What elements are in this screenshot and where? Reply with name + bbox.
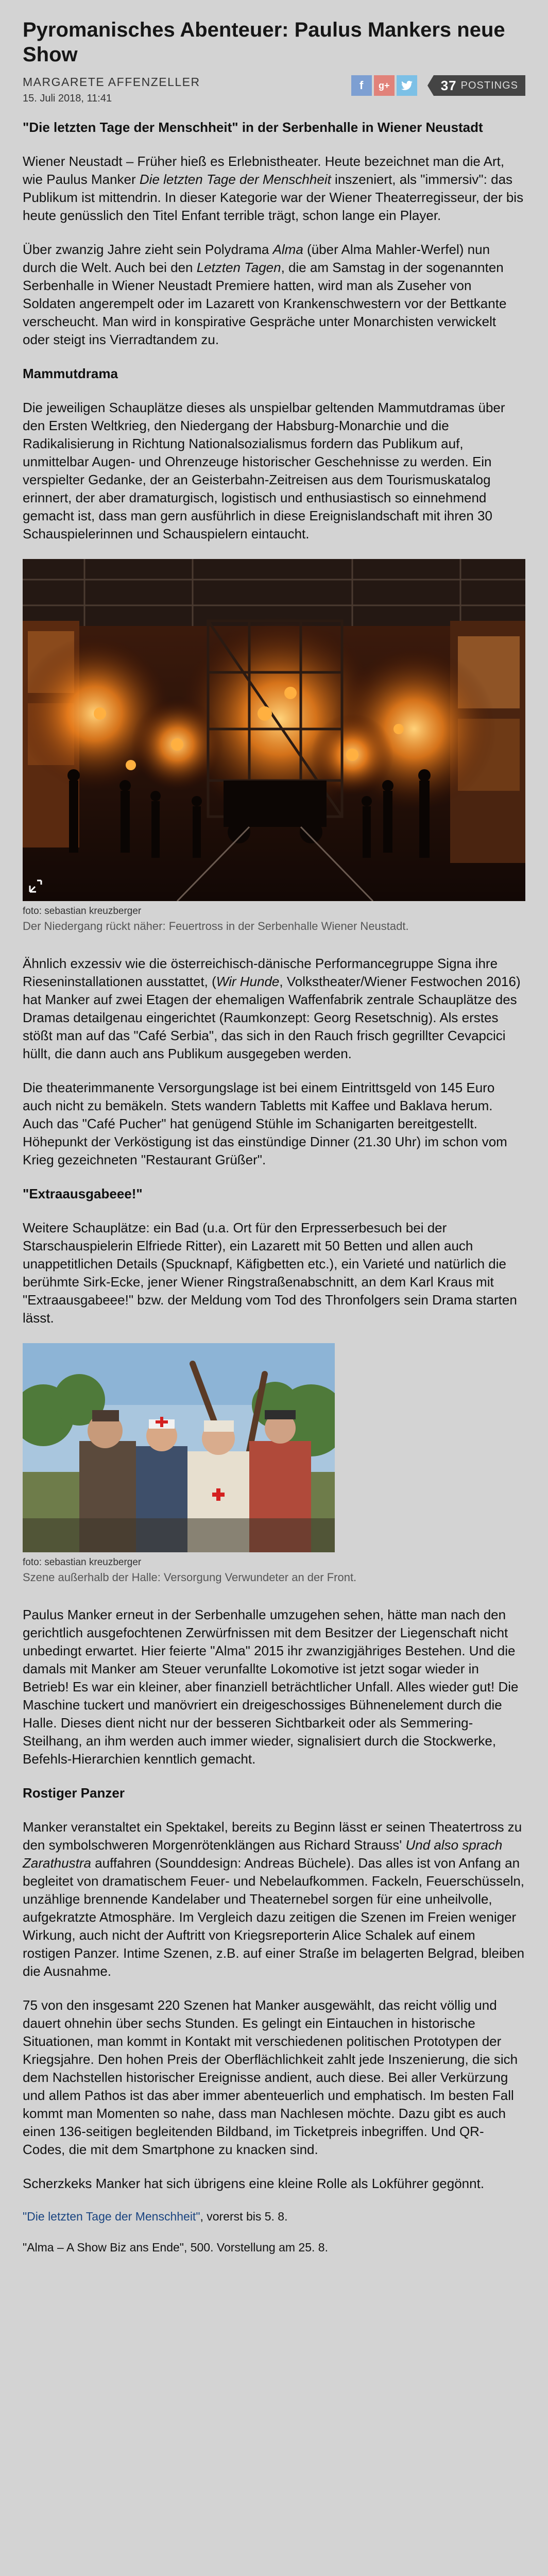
paragraph: Wiener Neustadt – Früher hieß es Erlebnistheater. Heute bezeichnet man die Art, wie Paulus Manker Die letzten Tage der Menschheit inszeniert, als "immersiv": das Publikum ist mittendrin. In dieser Kategorie war der Wiener Theaterregisseur, der bis heute genüsslich den Titel Enfant terrible trägt, schon lange ein Player. [23,154,524,223]
twitter-icon [401,80,413,91]
postings-button[interactable] [434,75,525,96]
event-reference: "Die letzten Tage der Menschheit", vorerst bis 5. 8. [23,2210,288,2223]
article-lead: "Die letzten Tage der Menschheit" in der Serbenhalle in Wiener Neustadt [23,120,483,135]
googleplus-share-button[interactable] [374,75,395,96]
paragraph: Über zwanzig Jahre zieht sein Polydrama Alma (über Alma Mahler-Werfel) nun durch die Welt. Auch bei den Letzten Tagen, die am Samstag in der sogenannten Serbenhalle in Wiener Neustadt Premiere hatten, wird man als Zuseher von Soldaten angerempelt oder im Lazarett von Krankenschwestern vor der Bettkante verscheucht. Man wird in konspirative Gespräche unter Monarchisten verwickelt oder steigt ins Vierradtandem zu. [23,242,507,347]
event-reference: "Alma – A Show Biz ans Ende", 500. Vorstellung am 25. 8. [23,2241,328,2254]
figure-fire-procession [23,559,525,934]
article-meta [23,75,525,118]
article-body [23,118,525,2255]
paragraph: Scherzkeks Manker hat sich übrigens eine kleine Rolle als Lokführer gegönnt. [23,2176,485,2191]
facebook-share-button[interactable] [351,75,372,96]
paragraph: Manker veranstaltet ein Spektakel, bereits zu Beginn lässt er seinen Theatertross zu den symbolschweren Morgenrötenklängen aus Richard Strauss' Und also sprach Zarathustra auffahren (Sounddesign: Andreas Büchele). Das alles ist von Anfang an begleitet von dramatischem Feuer- und Nebelaufkommen. Fackeln, Feuerschüsseln, unzählige brennende Kandelaber und Theaternebel sorgen für eine unheilvolle, aufgekratzte Atmosphäre. Im Vergleich dazu zeitigen die Szenen im Freien weniger Wirkung, auch nicht der Auftritt von Kriegsreporterin Alice Schalek auf einem rostigen Panzer. Intime Szenen, z.B. auf einer Straße im belagerten Belgrad, bleiben die Ausnahme. [23,1819,525,1979]
section-heading: Rostiger Panzer [23,1785,125,1801]
event-link[interactable]: "Die letzten Tage der Menschheit" [23,2210,200,2223]
author-name[interactable]: MARGARETE AFFENZELLER [23,75,200,89]
photo-caption: Der Niedergang rückt näher: Feuertross in der Serbenhalle Wiener Neustadt. [23,920,409,933]
figure-outdoor-scene [23,1343,525,1585]
event-references [23,2209,525,2255]
postings-count: 37 [440,77,457,93]
section-heading: "Extraausgabeee!" [23,1186,143,1201]
share-bar [351,75,525,96]
paragraph: Die theaterimmanente Versorgungslage ist bei einem Eintrittsgeld von 145 Euro auch nicht zu bemäkeln. Stets wandern Tabletts mit Kaffee und Baklava herum. Auch das "Café Pucher" hat genügend Stühle im Schanigarten bereitgestellt. Höhepunkt der Verköstigung ist das einstündige Dinner (21.30 Uhr) im schon vom Krieg gezeichneten "Restaurant Grüßer". [23,1080,507,1167]
facebook-icon: f [359,79,364,92]
photo-outdoor-scene-image [23,1343,335,1552]
photo-fire-procession[interactable] [23,559,525,901]
photo-credit: foto: sebastian kreuzberger [23,1557,142,1568]
article-title: Pyromanisches Abenteuer: Paulus Mankers neue Show [23,19,505,66]
paragraph: Paulus Manker erneut in der Serbenhalle umzugehen sehen, hätte man nach den gerichtlich ausgefochtenen Zerwürfnissen mit dem Besitzer der Liegenschaft nicht unbedingt erwartet. Hier feierte "Alma" 2015 ihr zwanzigjähriges Bestehen. Und die damals mit Manker am Steuer verunfallte Lokomotive ist jetzt sogar wieder in Betrieb! Es war ein kleiner, aber finanziell beträchtlicher Unfall. Alles wieder gut! Die Maschine tuckert und manövriert ein dreigeschossiges Bühnenelement durch die Halle. Dieses dient nicht nur der besseren Sichtbarkeit oder als Semmering-Steilhang, an ihm werden auch immer wieder, signalisiert durch die Stockwerke, Befehls-Hierarchien kenntlich gemacht. [23,1607,519,1767]
photo-credit: foto: sebastian kreuzberger [23,906,142,917]
section-heading: Mammutdrama [23,366,118,381]
expand-image-icon[interactable] [28,878,43,894]
postings-label: POSTINGS [460,79,518,91]
twitter-share-button[interactable] [397,75,417,96]
photo-caption: Szene außerhalb der Halle: Versorgung Verwundeter an der Front. [23,1571,357,1584]
paragraph: Ähnlich exzessiv wie die österreichisch-dänische Performancegruppe Signa ihre Rieseninstallationen ausstattet, (Wir Hunde, Volkstheater/Wiener Festwochen 2016) hat Manker auf zwei Etagen der ehemaligen Waffenfabrik zentrale Schauplätze des Dramas detailgenau eingerichtet (Raumkonzept: Georg Resetschnig). Als erstes stößt man auf das "Café Serbia", das sich in den Rauch frisch gegrillter Cevapcici hüllt, die dann auch ans Publikum ausgegeben werden. [23,956,521,1061]
photo-fire-procession-image [23,559,525,901]
photo-outdoor-scene[interactable] [23,1343,335,1552]
googleplus-icon: g+ [378,80,390,91]
paragraph: Weitere Schauplätze: ein Bad (u.a. Ort für den Erpresserbesuch bei der Starschauspielerin Elfriede Ritter), ein Lazarett mit 50 Betten und allen auch unappetitlichen Details (Spucknapf, Käfigbetten etc.), ein Varieté und natürlich die berühmte Sirk-Ecke, jener Wiener Ringstraßenabschnitt, an dem Karl Kraus mit "Extraausgabeee!" bzw. der Meldung vom Tod des Thronfolgers sein Drama starten lässt. [23,1220,517,1326]
paragraph: 75 von den insgesamt 220 Szenen hat Manker ausgewählt, das reicht völlig und dauert ohnehin über sechs Stunden. Es gelingt ein Eintauchen in historische Situationen, man kommt in Kontakt mit verschiedenen politischen Prototypen der Kriegsjahre. Den hohen Preis der Oberflächlichkeit zahlt jede Inszenierung, die sich dem Nachstellen historischer Ereignisse andient, auch diese. Bei aller Verkürzung und allem Pathos ist das aber immer abenteuerlich und emphatisch. Im besten Fall kommt man Momenten so nahe, dass man Nachlesen möchte. Dazu gibt es auch einen 136-seitigen begleitenden Bildband, im Ticketpreis inbegriffen. Und QR-Codes, die mit dem Smartphone zu knacken sind. [23,1997,518,2157]
paragraph: Die jeweiligen Schauplätze dieses als unspielbar geltenden Mammutdramas über den Ersten Weltkrieg, den Niedergang der Habsburg-Monarchie und die Radikalisierung in Richtung Nationalsozialismus fordern das Publikum auf, unmittelbar Augen- und Ohrenzeuge historischer Geschehnisse zu werden. Ein verspielter Gedanke, der an Geisterbahn-Zeitreisen aus dem Tourismuskatalog erinnert, der aber dramaturgisch, logistisch und enthusiastisch so einnehmend gemacht ist, dass man gern ausführlich in diese Ereignislandschaft mit ihren 30 Schauspielerinnen und Schauspielern eintaucht. [23,400,505,541]
publish-date: 15. Juli 2018, 11:41 [23,93,112,104]
